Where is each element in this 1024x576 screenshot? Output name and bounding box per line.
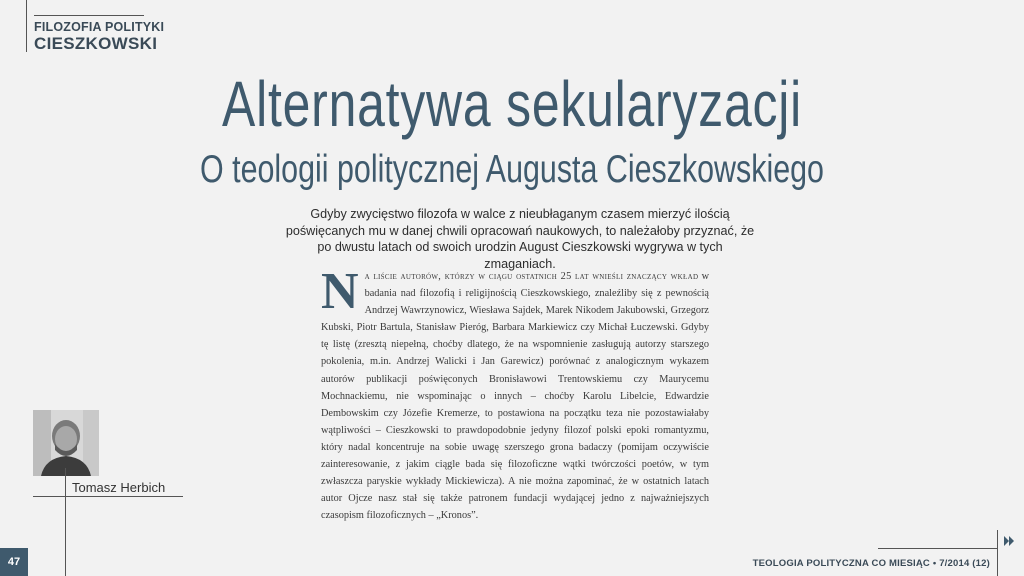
double-chevron-right-icon[interactable] bbox=[1002, 534, 1016, 548]
author-rule bbox=[33, 496, 183, 497]
header-vertical-rule bbox=[26, 0, 27, 52]
article-title: Alternatywa sekularyzacji bbox=[222, 68, 802, 140]
footer-vertical-rule bbox=[997, 530, 998, 576]
subsection-label: CIESZKOWSKI bbox=[34, 34, 158, 53]
opening-smallcaps: a liście autorów, którzy w ciągu ostatnich 25 lat wnieśli znaczący wkład bbox=[364, 271, 699, 282]
page-number: 47 bbox=[0, 548, 28, 576]
body-paragraph: w badania nad filozofią i religijnością Cieszkowskiego, znaleźliby się z pewnością Andrzej Wawrzynowicz, Wiesława Sajdek, Marek Nikodem Jakubowski, Grzegorz Kubski, Piotr Bartula, Stanisław Pieróg, Barbara Markiewicz czy Michał Łuczewski. Gdyby tę listę (zresztą niepełną, choćby dlatego, że na wspomnienie zasługują autorzy starszego pokolenia, m.in. Andrzej Walicki i Jan Garewicz) porównać z analogicznym wykazem autorów publikacji poświęconych Bronisławowi Trentowskiemu czy Maurycemu Mochnackiemu, nie wspominając o innych – choćby Karolu Libelcie, Edwardzie Dembowskim czy Józefie Kremerze, to postawiona na początku teza nie pozostawiałaby wątpliwości – Cieszkowski to prawdopodobnie jedyny filozof polski epoki romantyzmu, który nadal koncentruje na sobie uwagę szerszego grona badaczy (pomijam oczywiście zainteresowanie, z jakim ciągle bada się filozoficzne wątki twórczości poetów, w tym zwłaszcza paryskie wykłady Mickiewicza). A nie można zapominać, że w ostatnich latach autor Ojcze nasz stał się także patronem fundacji wydającej jedno z najważniejszych czasopism filozoficznych – „Kronos”. bbox=[321, 271, 709, 522]
author-portrait-image bbox=[33, 410, 99, 476]
article-lead: Gdyby zwycięstwo filozofa w walce z nieubłaganym czasem mierzyć ilością poświęcanych mu w danej chwili opracowań naukowych, to należałoby przyznać, że po dwustu latach od swoich urodzin August Cieszkowski wygrywa w tych zmaganiach. bbox=[285, 207, 755, 271]
article-body bbox=[321, 263, 709, 524]
author-vertical-rule bbox=[65, 468, 66, 576]
author-name: Tomasz Herbich bbox=[72, 480, 166, 495]
dropcap: N bbox=[321, 263, 359, 320]
footer-rule bbox=[878, 548, 998, 549]
author-photo bbox=[33, 410, 99, 476]
section-label: FILOZOFIA POLITYKI bbox=[34, 20, 165, 34]
publication-footer: TEOLOGIA POLITYCZNA CO MIESIĄC • 7/2014 (12) bbox=[752, 558, 990, 569]
article-subtitle: O teologii politycznej Augusta Cieszkowskiego bbox=[200, 148, 824, 191]
header-top-rule bbox=[34, 15, 144, 16]
